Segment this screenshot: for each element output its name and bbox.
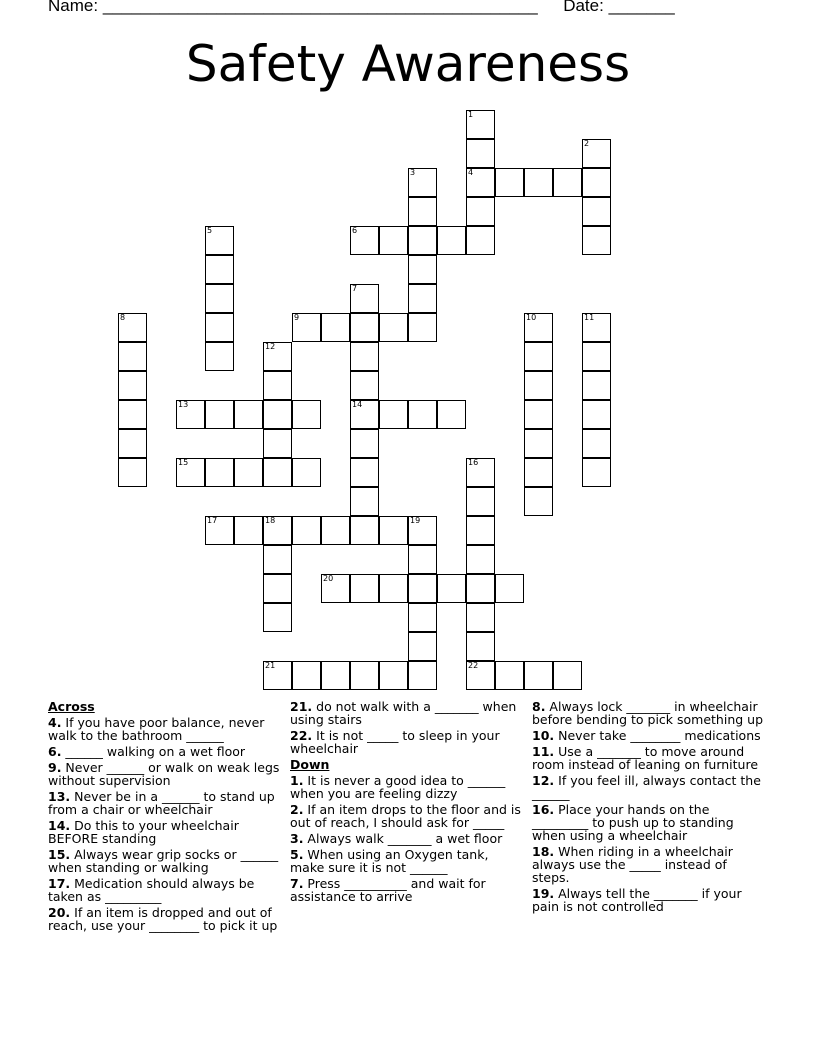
crossword-cell[interactable] [524,487,553,516]
clue [290,802,525,830]
crossword-cell[interactable] [118,371,147,400]
clue-text: If an item is dropped and out of reach, use your ________ to pick it up [48,905,278,933]
clue-text: Place your hands on the _________ to push up to standing when using a wheelchair [532,802,738,843]
clue [290,832,522,845]
clue [48,790,280,816]
cell-number: 18 [265,516,276,525]
clue [290,729,522,755]
clue-number: 13. [48,789,71,804]
across-heading: Across [48,699,95,714]
cell-number: 3 [410,168,416,177]
clues-column-2 [290,699,525,906]
cell-number: 15 [178,458,189,467]
crossword-cell[interactable] [263,429,292,458]
crossword-cell[interactable] [466,603,495,632]
crossword-cell[interactable] [205,458,234,487]
crossword-cell[interactable] [350,284,379,313]
crossword-cell[interactable] [466,458,495,487]
crossword-cell[interactable] [379,400,408,429]
crossword-cell[interactable] [408,632,437,661]
crossword-cell[interactable] [408,284,437,313]
cell-number: 16 [468,458,479,467]
crossword-cell[interactable] [582,168,611,197]
cell-number: 5 [207,226,213,235]
name-label: Name: [48,0,99,15]
crossword-cell[interactable] [350,429,379,458]
clue [532,745,764,771]
cell-number: 11 [584,313,595,322]
clue-text: Never be in a ______ to stand up from a chair or wheelchair [48,789,279,817]
crossword-cell[interactable] [466,168,495,197]
crossword-cell[interactable] [553,661,582,690]
clue-text: Medication should always be taken as _________ [48,876,259,904]
clue-number: 14. [48,818,71,833]
crossword-cell[interactable] [118,313,147,342]
clue-number: 8. [532,699,546,714]
cell-number: 6 [352,226,358,235]
clue [532,887,764,913]
crossword-cell[interactable] [466,545,495,574]
crossword-cell[interactable] [582,226,611,255]
crossword-cell[interactable] [408,516,437,545]
clue [48,906,280,932]
down-clue-list [290,773,525,904]
clue-text: Never take ________ medications [554,728,761,743]
across-clue-list [48,715,284,933]
clue-number: 15. [48,847,71,862]
clue-number: 7. [290,876,304,891]
clue-text: ______ walking on a wet floor [61,744,246,759]
crossword-cell[interactable] [524,661,553,690]
clue-number: 17. [48,876,71,891]
cell-number: 21 [265,661,276,670]
crossword-cell[interactable] [234,458,263,487]
clue [48,847,283,875]
cell-number: 7 [352,284,358,293]
crossword-cell[interactable] [408,226,437,255]
crossword-cell[interactable] [263,516,292,545]
cell-number: 10 [526,313,537,322]
clue-text: When riding in a wheelchair always use the _____ instead of steps. [532,844,737,885]
crossword-cell[interactable] [263,574,292,603]
crossword-cell[interactable] [466,197,495,226]
crossword-cell[interactable] [408,545,437,574]
clue-text: Never ______ or walk on weak legs without supervision [48,760,284,788]
clue [48,716,280,742]
clue-text: When using an Oxygen tank, make sure it is not ______ [290,847,493,875]
crossword-cell[interactable] [466,516,495,545]
crossword-cell[interactable] [466,226,495,255]
crossword-cell[interactable] [408,400,437,429]
clue-text: Do this to your wheelchair BEFORE standing [48,818,243,846]
crossword-cell[interactable] [292,400,321,429]
cell-number: 22 [468,661,479,670]
clue-number: 10. [532,728,555,743]
clue-text: Always wear grip socks or ______ when standing or walking [48,847,283,875]
cell-number: 19 [410,516,421,525]
cell-number: 1 [468,110,474,119]
crossword-cell[interactable] [466,574,495,603]
clue [532,803,764,842]
crossword-cell[interactable] [118,400,147,429]
crossword-cell[interactable] [263,603,292,632]
clue-text: Always walk _______ a wet floor [303,831,503,846]
clue [290,848,522,874]
crossword-cell[interactable] [524,342,553,371]
crossword-cell[interactable] [408,603,437,632]
name-field[interactable]: ______________________________________________ [102,0,538,15]
crossword-cell[interactable] [582,197,611,226]
clue-number: 6. [48,744,62,759]
crossword-cell[interactable] [350,342,379,371]
cell-number: 17 [207,516,218,525]
cell-number: 2 [584,139,590,148]
clue-text: Use a _______ to move around room instead of leaning on furniture [532,744,759,772]
crossword-cell[interactable] [118,429,147,458]
crossword-cell[interactable] [263,661,292,690]
crossword-cell[interactable] [524,168,553,197]
date-label: Date: [563,0,604,15]
cell-number: 8 [120,313,126,322]
clue-text: If you feel ill, always contact the ______ [532,773,765,801]
crossword-cell[interactable] [495,168,524,197]
crossword-cell[interactable] [582,313,611,342]
cell-number: 4 [468,168,474,177]
down-clue-list-continued [532,700,764,913]
crossword-cell[interactable] [263,400,292,429]
crossword-cell[interactable] [408,168,437,197]
crossword-cell[interactable] [466,110,495,139]
crossword-cell[interactable] [234,400,263,429]
clue [290,877,522,903]
crossword-cell[interactable] [321,313,350,342]
crossword-cell[interactable] [321,516,350,545]
crossword-cell[interactable] [205,313,234,342]
crossword-cell[interactable] [553,168,582,197]
clue [48,745,280,758]
crossword-cell[interactable] [524,400,553,429]
crossword-cell[interactable] [321,574,350,603]
clue [290,700,522,726]
crossword-cell[interactable] [524,429,553,458]
clues-column-1 [48,699,284,935]
crossword-cell[interactable] [495,661,524,690]
crossword-cell[interactable] [437,574,466,603]
crossword-cell[interactable] [495,574,524,603]
crossword-cell[interactable] [118,458,147,487]
clue-number: 20. [48,905,71,920]
crossword-cell[interactable] [292,661,321,690]
clue [48,819,280,845]
crossword-cell[interactable] [263,371,292,400]
clue [532,845,764,884]
crossword-cell[interactable] [234,516,263,545]
page-title: Safety Awareness [185,35,631,93]
clue-number: 5. [290,847,304,862]
crossword-cell[interactable] [408,197,437,226]
crossword-cell[interactable] [466,661,495,690]
crossword-cell[interactable] [263,342,292,371]
clue-number: 1. [290,773,304,788]
crossword-cell[interactable] [437,226,466,255]
crossword-cell[interactable] [379,574,408,603]
cell-number: 20 [323,574,334,583]
clue [532,774,764,800]
crossword-cell[interactable] [379,313,408,342]
clue [532,700,764,726]
crossword-cell[interactable] [205,342,234,371]
crossword-cell[interactable] [176,458,205,487]
clue-number: 11. [532,744,555,759]
crossword-cell[interactable] [350,371,379,400]
crossword-cell[interactable] [118,342,147,371]
clues-column-3 [532,700,764,916]
crossword-cell[interactable] [524,313,553,342]
crossword-cell[interactable] [292,313,321,342]
crossword-cell[interactable] [379,226,408,255]
crossword-cell[interactable] [437,400,466,429]
crossword-cell[interactable] [350,226,379,255]
clue-number: 22. [290,728,313,743]
crossword-cell[interactable] [263,545,292,574]
crossword-cell[interactable] [350,313,379,342]
clue [290,774,522,800]
clue-number: 12. [532,773,555,788]
crossword-cell[interactable] [263,458,292,487]
crossword-cell[interactable] [582,429,611,458]
crossword-cell[interactable] [379,661,408,690]
cell-number: 13 [178,400,189,409]
cell-number: 9 [294,313,300,322]
crossword-cell[interactable] [466,487,495,516]
crossword-cell[interactable] [350,458,379,487]
crossword-cell[interactable] [205,516,234,545]
crossword-cell[interactable] [582,371,611,400]
crossword-cell[interactable] [408,313,437,342]
crossword-cell[interactable] [408,574,437,603]
clue-text: It is never a good idea to ______ when you are feeling dizzy [290,773,510,801]
clue-number: 18. [532,844,555,859]
clue-text: If you have poor balance, never walk to the bathroom ______ [48,715,269,743]
crossword-cell[interactable] [408,255,437,284]
crossword-cell[interactable] [292,458,321,487]
across-clue-list-continued [290,700,522,755]
crossword-cell[interactable] [582,458,611,487]
date-field[interactable]: _______ [608,0,675,15]
crossword-cell[interactable] [524,371,553,400]
crossword-cell[interactable] [205,284,234,313]
clue-number: 3. [290,831,304,846]
clue-number: 19. [532,886,555,901]
crossword-cell[interactable] [350,487,379,516]
down-heading: Down [290,757,330,772]
crossword-cell[interactable] [205,255,234,284]
crossword-cell[interactable] [205,400,234,429]
crossword-cell[interactable] [524,458,553,487]
crossword-cell[interactable] [205,226,234,255]
clue-number: 16. [532,802,555,817]
clue-text: Always lock _______ in wheelchair before bending to pick something up [532,699,764,727]
clue-text: Press __________ and wait for assistance to arrive [290,876,490,904]
crossword-cell[interactable] [582,139,611,168]
crossword-cell[interactable] [350,400,379,429]
clue-text: Always tell the _______ if your pain is not controlled [532,886,746,914]
clue [532,729,764,742]
clue-text: It is not _____ to sleep in your wheelchair [290,728,504,756]
crossword-cell[interactable] [350,661,379,690]
crossword-cell[interactable] [466,139,495,168]
crossword-cell[interactable] [582,400,611,429]
crossword-cell[interactable] [379,516,408,545]
clue-number: 4. [48,715,62,730]
clue-text: If an item drops to the floor and is out of reach, I should ask for _____ [290,802,525,830]
crossword-cell[interactable] [408,661,437,690]
clue-text: do not walk with a _______ when using stairs [290,699,521,727]
clue-number: 2. [290,802,304,817]
cell-number: 14 [352,400,363,409]
crossword-cell[interactable] [582,342,611,371]
crossword-cell[interactable] [292,516,321,545]
crossword-cell[interactable] [350,574,379,603]
clue-number: 9. [48,760,62,775]
crossword-cell[interactable] [176,400,205,429]
clue [48,877,280,903]
clue [48,760,284,788]
clue-number: 21. [290,699,313,714]
cell-number: 12 [265,342,276,351]
crossword-cell[interactable] [350,516,379,545]
crossword-cell[interactable] [466,632,495,661]
crossword-cell[interactable] [321,661,350,690]
